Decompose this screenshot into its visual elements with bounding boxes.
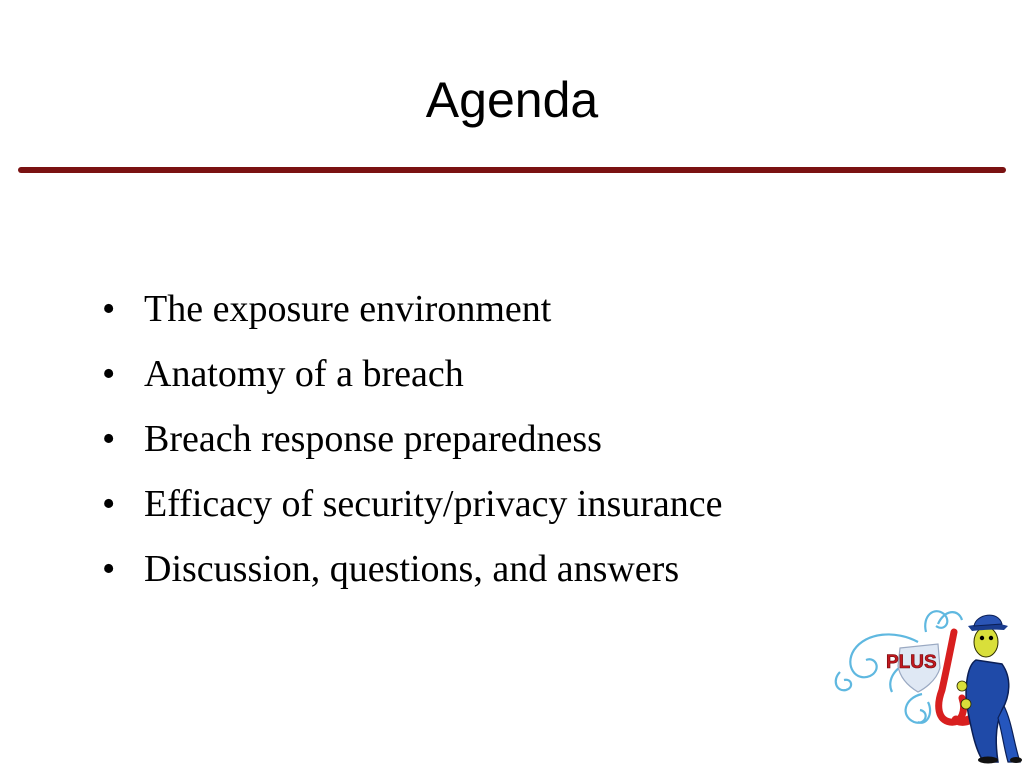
title-divider bbox=[18, 167, 1006, 173]
agenda-list bbox=[100, 278, 723, 603]
bullet-icon: • bbox=[102, 548, 116, 590]
list-item-text: Discussion, questions, and answers bbox=[144, 548, 680, 590]
list-item bbox=[100, 473, 723, 538]
list-item bbox=[100, 408, 723, 473]
list-item bbox=[100, 343, 723, 408]
slide-title: Agenda bbox=[425, 72, 599, 128]
bullet-icon: • bbox=[102, 418, 116, 460]
list-item bbox=[100, 278, 723, 343]
list-item-text: Anatomy of a breach bbox=[144, 353, 464, 395]
bullet-icon: • bbox=[102, 483, 116, 525]
plus-logo-text: PLUS bbox=[886, 652, 937, 673]
list-item-text: Efficacy of security/privacy insurance bbox=[144, 483, 723, 525]
bullet-icon: • bbox=[102, 288, 116, 330]
bullet-icon: • bbox=[102, 353, 116, 395]
saxophone-player-logo-icon bbox=[826, 602, 1022, 764]
list-item-text: Breach response preparedness bbox=[144, 418, 602, 460]
list-item-text: The exposure environment bbox=[144, 288, 552, 330]
list-item bbox=[100, 538, 723, 603]
